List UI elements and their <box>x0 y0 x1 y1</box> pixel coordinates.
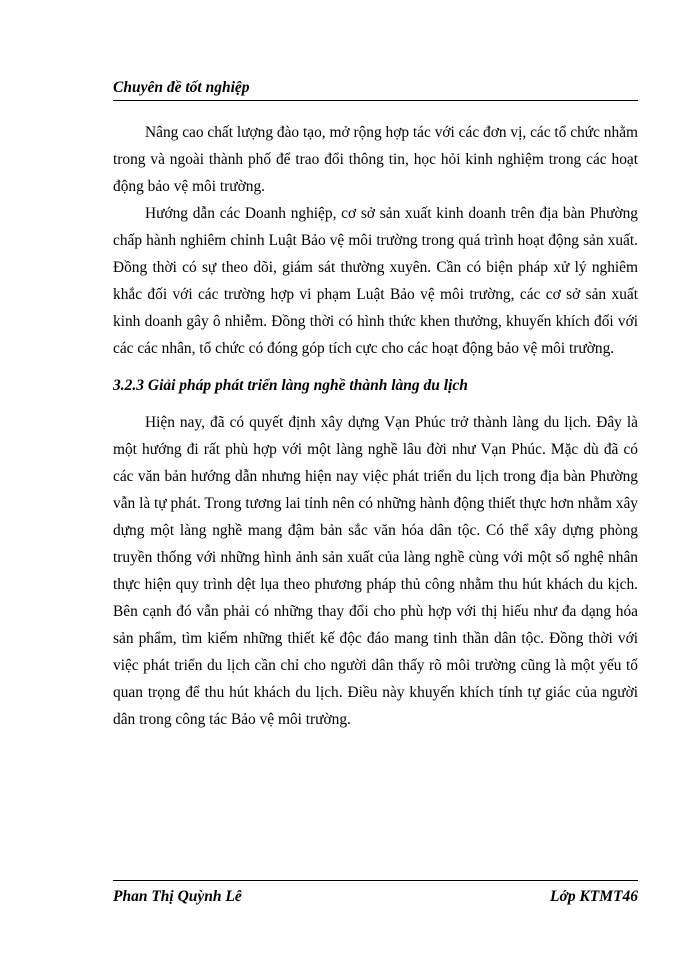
page-footer <box>113 880 638 909</box>
paragraph-enterprise-guidance: Hướng dẫn các Doanh nghiệp, cơ sở sản xuất kinh doanh trên địa bàn Phường chấp hành nghiêm chỉnh Luật Bảo vệ môi trường trong quá trình hoạt động sản xuất. Đồng thời có sự theo dõi, giám sát thường xuyên. Cần có biện pháp xử lý nghiêm khắc đối với các trường hợp vi phạm Luật Bảo vệ môi trường, các cơ sở sản xuất kinh doanh gây ô nhiễm. Đồng thời có hình thức khen thưởng, khuyến khích đối với các các nhân, tổ chức có đóng góp tích cực cho các hoạt động bảo vệ môi trường. <box>113 205 638 357</box>
footer-author: Phan Thị Quỳnh Lê <box>113 888 242 905</box>
header-title: Chuyên đề tốt nghiệp <box>113 79 250 96</box>
page-header <box>113 78 638 101</box>
paragraph-tourism-village: Hiện nay, đã có quyết định xây dựng Vạn Phúc trở thành làng du lịch. Đây là một hướng đi rất phù hợp với một làng nghề lâu đời như Vạn Phúc. Mặc dù đã có các văn bản hướng dẫn nhưng hiện nay việc phát triển du lịch trong địa bàn Phường vẫn là tự phát. Trong tương lai tỉnh nên có những hành động thiết thực hơn nhằm xây dựng một làng nghề mang đậm bản sắc văn hóa dân tộc. Có thể xây dựng phòng truyền thống với những hình ảnh sản xuất của làng nghề cùng với một số nghệ nhân thực hiện quy trình dệt lụa theo phương pháp thủ công nhằm thu hút khách du kịch. Bên cạnh đó vẫn phải có những thay đổi cho phù hợp với thị hiếu như đa dạng hóa sản phẩm, tìm kiếm những thiết kế độc đáo mang tinh thần dân tộc. Đồng thời với việc phát triển du lịch cần chỉ cho người dân thấy rõ môi trường cũng là một yếu tố quan trọng để thu hút khách du lịch. Điều này khuyến khích tính tự giác của người dân trong công tác Bảo vệ môi trường. <box>113 414 638 728</box>
paragraph-cooperation: Nâng cao chất lượng đào tạo, mở rộng hợp tác với các đơn vị, các tổ chức nhằm trong và ngoài thành phố để trao đổi thông tin, học hỏi kinh nghiệm trong các hoạt động bảo vệ môi trường. <box>113 124 638 195</box>
document-body <box>113 119 638 733</box>
footer-class: Lớp KTMT46 <box>550 888 638 905</box>
section-heading: 3.2.3 Giải pháp phát triển làng nghề thành làng du lịch <box>113 377 468 394</box>
